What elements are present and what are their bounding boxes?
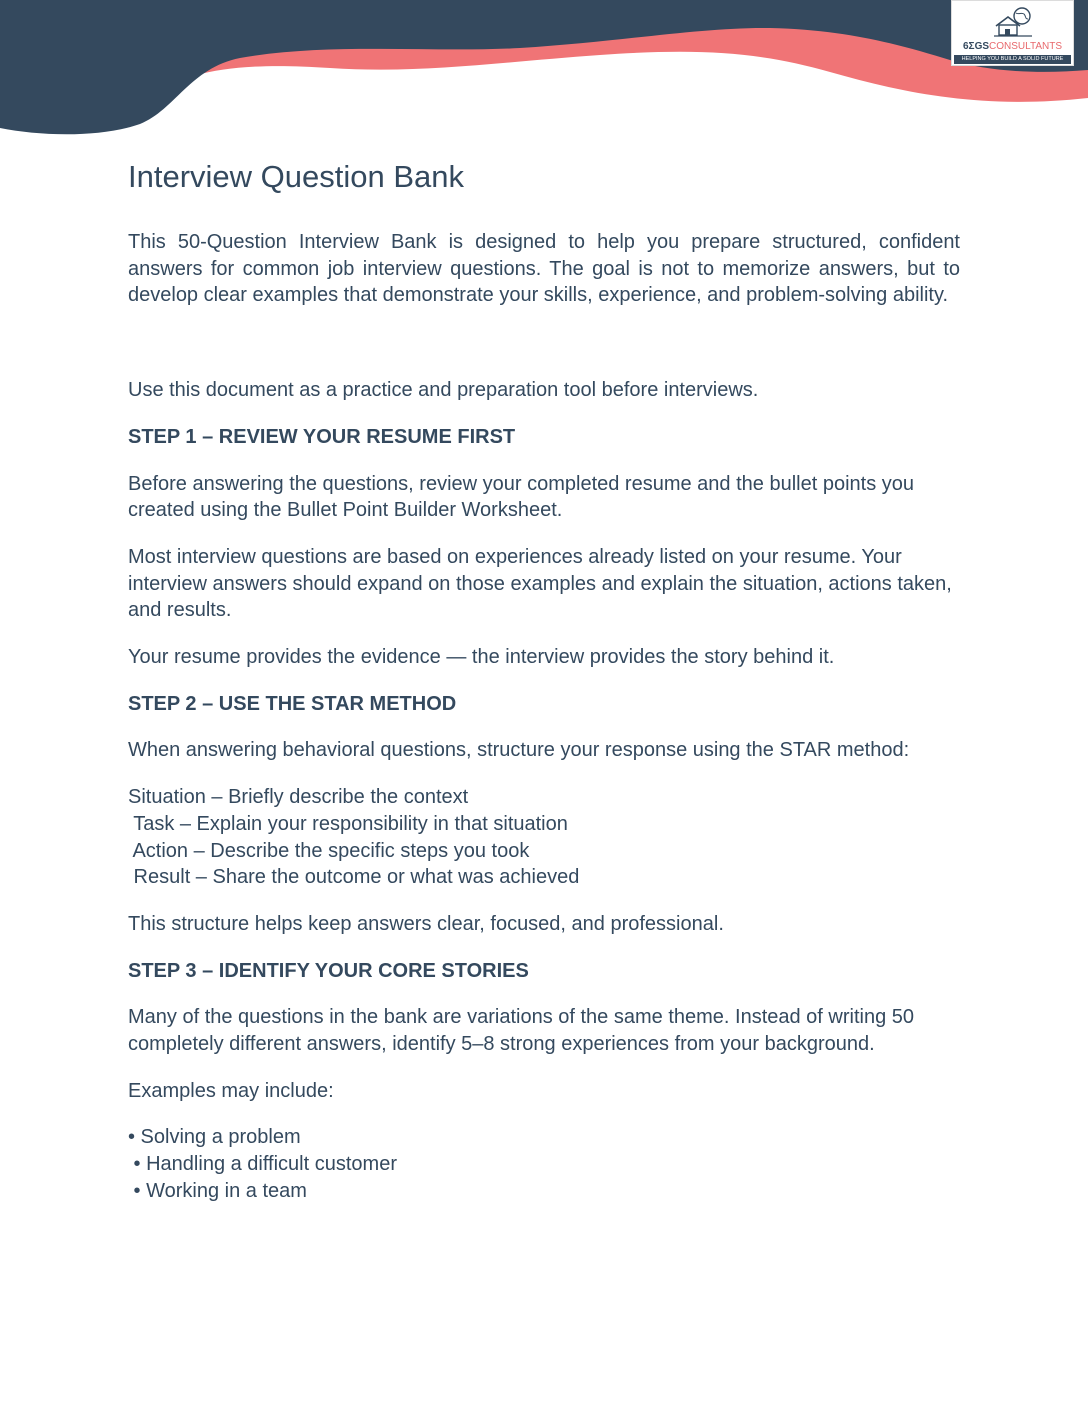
list-item: • Solving a problem bbox=[128, 1126, 301, 1149]
step1-paragraph-3: Your resume provides the evidence — the interview provides the story behind it. bbox=[128, 646, 835, 669]
step1-heading: STEP 1 – REVIEW YOUR RESUME FIRST bbox=[128, 425, 516, 448]
star-item-result: Result – Share the outcome or what was achieved bbox=[128, 866, 580, 889]
step2-intro: When answering behavioral questions, structure your response using the STAR method: bbox=[128, 739, 910, 762]
step2-closing: This structure helps keep answers clear, focused, and professional. bbox=[128, 912, 724, 935]
house-globe-icon bbox=[992, 4, 1034, 40]
logo-tagline: HELPING YOU BUILD A SOLID FUTURE bbox=[954, 55, 1071, 64]
star-item-task: Task – Explain your responsibility in that situation bbox=[128, 812, 568, 835]
usage-note: Use this document as a practice and preparation tool before interviews. bbox=[128, 379, 759, 402]
step2-heading: STEP 2 – USE THE STAR METHOD bbox=[128, 692, 457, 715]
star-item-action: Action – Describe the specific steps you took bbox=[128, 839, 530, 862]
logo-name-part1: 6ΣGS bbox=[963, 41, 990, 52]
step3-examples-label: Examples may include: bbox=[128, 1079, 334, 1102]
list-item: • Handling a difficult customer bbox=[128, 1153, 397, 1176]
step1-paragraph-1: Before answering the questions, review your completed resume and the bullet points you created using the Bullet Point Builder Worksheet. bbox=[128, 472, 915, 522]
star-item-situation: Situation – Briefly describe the context bbox=[128, 786, 469, 809]
logo-name-part2: CONSULTANTS bbox=[989, 41, 1062, 52]
step3-intro: Many of the questions in the bank are variations of the same theme. Instead of writing 50 completely different answers, identify 5–8 strong experiences from your background. bbox=[128, 1006, 915, 1056]
page-title: Interview Question Bank bbox=[128, 159, 465, 194]
logo-wordmark bbox=[952, 41, 1073, 53]
list-item: • Working in a team bbox=[128, 1179, 307, 1202]
intro-paragraph: This 50-Question Interview Bank is designed to help you prepare structured, confident answers for common job interview questions. The goal is not to memorize answers, but to develop clear examples that demonstrate your skills, experience, and problem-solving ability. bbox=[128, 231, 960, 307]
star-method-list bbox=[128, 784, 960, 891]
step3-heading: STEP 3 – IDENTIFY YOUR CORE STORIES bbox=[128, 959, 529, 982]
company-logo bbox=[951, 0, 1074, 66]
header-wave-art bbox=[0, 0, 1088, 140]
examples-list bbox=[128, 1124, 960, 1204]
document-body bbox=[128, 157, 960, 1225]
step1-paragraph-2: Most interview questions are based on experiences already listed on your resume. Your interview answers should expand on those examples and explain the situation, actions taken, and results. bbox=[128, 545, 952, 622]
